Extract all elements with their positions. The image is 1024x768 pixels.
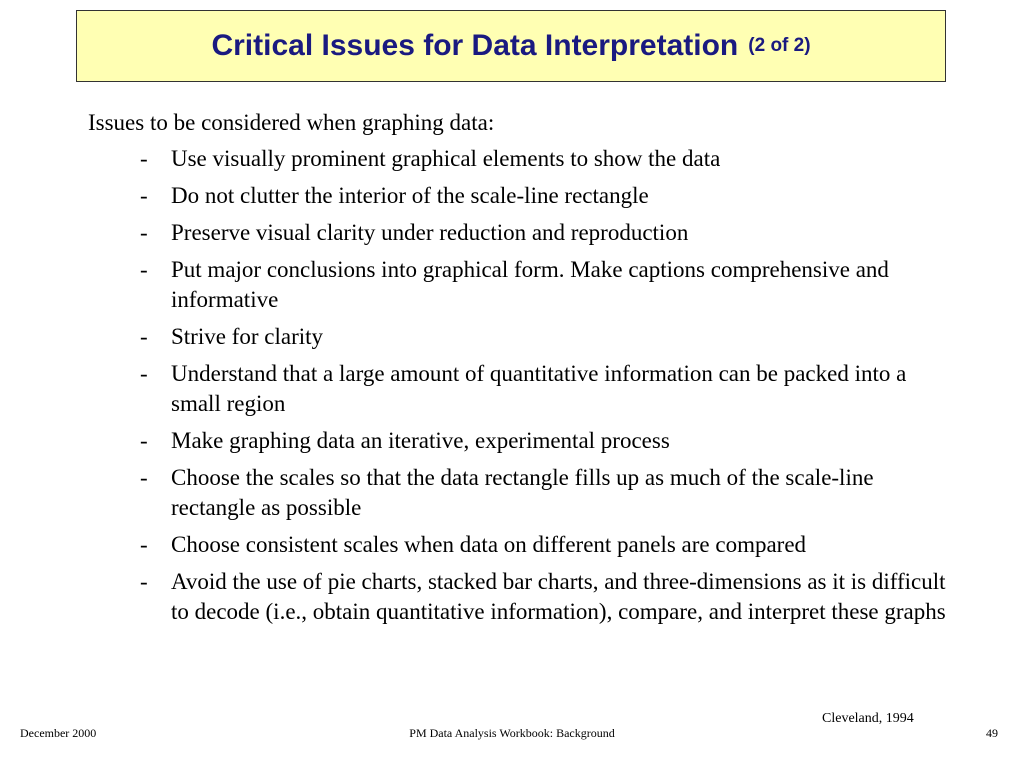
bullet-item [88, 426, 948, 456]
bullet-text: Avoid the use of pie charts, stacked bar charts, and three-dimensions as it is difficult to decode (i.e., obtain quantitative information), compare, and interpret these graphs [171, 569, 946, 624]
slide-body [88, 108, 948, 634]
bullet-item [88, 255, 948, 315]
slide-title-part: (2 of 2) [748, 35, 811, 56]
dash-marker: - [140, 324, 148, 349]
bullet-item [88, 567, 948, 627]
dash-marker: - [140, 361, 148, 386]
bullet-text: Understand that a large amount of quantitative information can be packed into a small region [171, 361, 907, 416]
bullet-item [88, 359, 948, 419]
dash-marker: - [140, 183, 148, 208]
bullet-text: Use visually prominent graphical elements to show the data [171, 146, 721, 171]
dash-marker: - [140, 428, 148, 453]
bullet-text: Put major conclusions into graphical form. Make captions comprehensive and informative [171, 257, 889, 312]
bullet-list [88, 144, 948, 627]
footer-date: December 2000 [20, 726, 97, 740]
bullet-item [88, 218, 948, 248]
intro-text: Issues to be considered when graphing data: [88, 110, 495, 135]
dash-marker: - [140, 257, 148, 282]
bullet-item [88, 530, 948, 560]
title-box [76, 10, 946, 82]
dash-marker: - [140, 532, 148, 557]
dash-marker: - [140, 146, 148, 171]
bullet-item [88, 181, 948, 211]
bullet-text: Make graphing data an iterative, experimental process [171, 428, 670, 453]
bullet-text: Strive for clarity [171, 324, 324, 349]
dash-marker: - [140, 465, 148, 490]
bullet-item [88, 322, 948, 352]
bullet-item [88, 463, 948, 523]
bullet-text: Do not clutter the interior of the scale-line rectangle [171, 183, 649, 208]
citation: Cleveland, 1994 [822, 711, 914, 726]
bullet-item [88, 144, 948, 174]
bullet-text: Choose consistent scales when data on different panels are compared [171, 532, 807, 557]
dash-marker: - [140, 220, 148, 245]
page-number: 49 [986, 726, 998, 740]
slide-title: Critical Issues for Data Interpretation [211, 29, 739, 62]
dash-marker: - [140, 569, 148, 594]
footer-title: PM Data Analysis Workbook: Background [409, 726, 615, 740]
bullet-text: Preserve visual clarity under reduction and reproduction [171, 220, 689, 245]
bullet-text: Choose the scales so that the data rectangle fills up as much of the scale-line rectangle as possible [171, 465, 874, 520]
